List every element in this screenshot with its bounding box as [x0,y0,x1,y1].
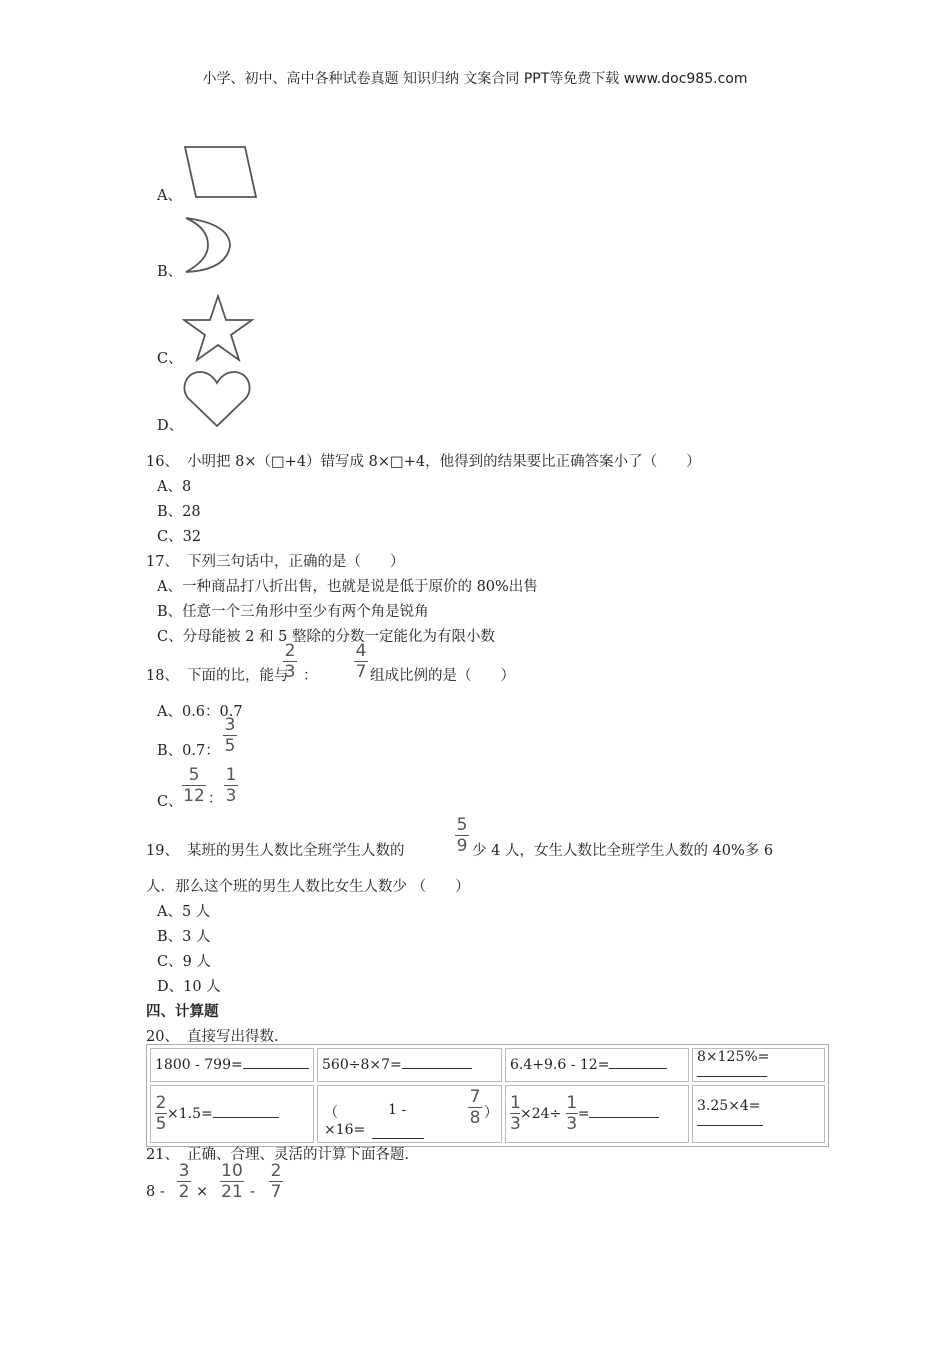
answer-blank[interactable] [243,1068,309,1069]
answer-blank[interactable] [372,1122,424,1139]
paren-close: ） [484,1105,498,1121]
numerator: 3 [178,1161,190,1181]
calc-expression: 3.25×4= [697,1098,761,1114]
calc-cell [505,1048,689,1082]
q18-option-b-label: B、0.7： [157,743,220,759]
answer-blank[interactable] [697,1076,767,1077]
q21-minus: - [250,1184,255,1200]
parallelogram-shape [180,144,260,200]
numerator: 10 [221,1161,243,1181]
q17-option-a: A、一种商品打八折出售，也就是说是低于原价的 80%出售 [157,579,538,595]
q21-fraction-10-21 [220,1162,244,1201]
q18-colon: ： [303,668,318,684]
q18-number: 18、 [146,668,179,684]
q19-text-post: 少 4 人，女生人数比全班学生人数的 40%多 6 [472,843,774,859]
numerator: 5 [456,815,468,835]
page-header: 小学、初中、高中各种试卷真题 知识归纳 文案合同 PPT等免费下载 www.doc985.com [202,71,748,87]
q18-option-a: A、0.6：0.7 [157,704,243,720]
answer-blank[interactable] [609,1068,667,1069]
denominator: 7 [270,1182,282,1202]
numerator: 4 [355,641,367,661]
q19-text-pre: 某班的男生人数比全班学生人数的 [187,843,405,859]
calc-expression: ×16= [324,1122,366,1138]
q16-option-c: C、32 [157,529,202,545]
q18-option-c-fraction-2 [224,766,238,805]
q21-times: × [196,1184,209,1200]
denominator: 12 [183,786,205,806]
q17-text: 下列三句话中，正确的是（ ） [187,554,405,570]
q17-option-c: C、分母能被 2 和 5 整除的分数一定能化为有限小数 [157,629,495,645]
q17-number: 17、 [146,554,179,570]
q18-option-c-colon: ： [208,791,223,807]
denominator: 3 [284,662,296,682]
q20-number: 20、 [146,1029,179,1045]
calc-expression: ×24÷ [520,1106,562,1122]
q19-fraction-5-9 [455,816,469,855]
numerator: 1 [510,1093,521,1113]
calc-cell [692,1048,825,1082]
q19-option-d: D、10 人 [157,979,221,995]
denominator: 3 [510,1114,521,1134]
numerator: 1 [225,765,237,785]
q20-calculation-table [146,1044,829,1147]
q18-option-c-label: C、 [157,794,183,810]
q17-option-b: B、任意一个三角形中至少有两个角是锐角 [157,604,429,620]
denominator: 3 [225,786,237,806]
numerator: 3 [224,715,236,735]
calc-fraction-1-3 [510,1094,520,1133]
crescent-shape [182,214,234,276]
numerator: 2 [270,1161,282,1181]
q21-fraction-2-7 [269,1162,283,1201]
heart-shape [182,368,252,430]
calc-expression: 1800 - 799= [155,1057,243,1073]
q19-option-c: C、9 人 [157,954,211,970]
denominator: 2 [178,1182,190,1202]
q18-fraction-4-7 [354,642,368,681]
answer-blank[interactable] [589,1117,659,1118]
calc-expression: 6.4+9.6 - 12= [510,1057,610,1073]
calc-cell [692,1085,825,1143]
star-shape [182,294,256,364]
q16-option-a: A、8 [157,479,192,495]
q21-fraction-3-2 [177,1162,191,1201]
calc-cell [505,1085,689,1143]
option-a-label: A、 [157,188,182,204]
denominator: 3 [566,1114,578,1134]
numerator: 1 [566,1093,578,1113]
paren-open: （ [324,1105,338,1121]
q20-text: 直接写出得数. [187,1029,279,1045]
answer-blank[interactable] [697,1125,763,1126]
calc-fraction-7-8 [468,1088,482,1127]
q21-number: 21、 [146,1147,179,1163]
denominator: 5 [224,736,236,756]
numerator: 5 [188,765,200,785]
denominator: 9 [456,836,468,856]
numerator: 2 [155,1093,167,1113]
calc-expression: 8×125%= [697,1049,770,1065]
q18-fraction-2-3 [283,642,297,681]
calc-cell [317,1085,502,1143]
q16-option-b: B、28 [157,504,201,520]
calc-cell [150,1048,314,1082]
q18-text-pre: 下面的比，能与 [187,668,289,684]
calc-expression: 560÷8×7= [322,1057,402,1073]
numerator: 2 [284,641,296,661]
q18-option-b-fraction [223,716,237,755]
denominator: 8 [469,1108,481,1128]
q19-number: 19、 [146,843,179,859]
denominator: 5 [155,1114,167,1134]
option-d-label: D、 [157,418,184,434]
denominator: 21 [221,1182,243,1202]
calc-cell [150,1085,314,1143]
section-title-calculation: 四、计算题 [146,1004,219,1020]
denominator: 7 [355,662,367,682]
q21-expression-start: 8 - [146,1184,165,1200]
numerator: 7 [469,1087,481,1107]
option-c-label: C、 [157,351,183,367]
calc-expression: 1 - [388,1102,407,1118]
q18-text-post: 组成比例的是（ ） [370,668,515,684]
q16-number: 16、 [146,454,179,470]
q19-option-a: A、5 人 [157,904,211,920]
calc-expression: ×1.5= [167,1106,213,1122]
q19-text-line2: 人．那么这个班的男生人数比女生人数少 （ ） [146,879,470,895]
answer-blank[interactable] [213,1117,279,1118]
answer-blank[interactable] [402,1068,472,1069]
q16-text: 小明把 8×（□+4）错写成 8×□+4，他得到的结果要比正确答案小了（ ） [187,454,701,470]
q19-option-b: B、3 人 [157,929,211,945]
calc-expression: = [577,1106,590,1122]
q21-text: 正确、合理、灵活的计算下面各题. [187,1147,410,1163]
calc-fraction-1-3 [566,1094,578,1133]
calc-cell [317,1048,502,1082]
q18-option-c-fraction-1 [182,766,206,805]
option-b-label: B、 [157,264,183,280]
calc-fraction-2-5 [155,1094,167,1133]
